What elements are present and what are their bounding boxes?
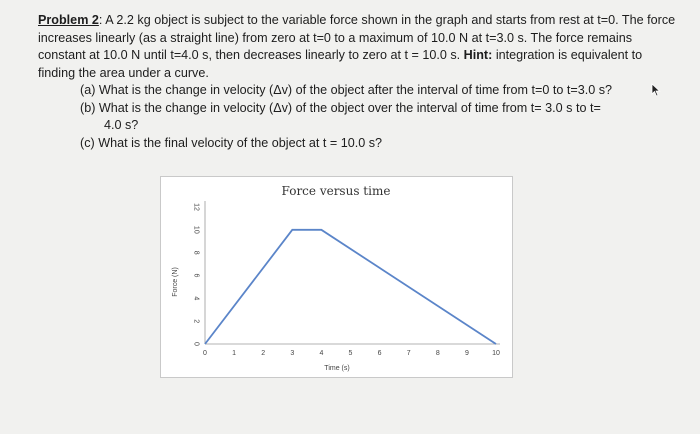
y-tick-labels bbox=[193, 203, 200, 346]
x-tick-label: 4 bbox=[319, 350, 324, 357]
part-b-text: What is the change in velocity (Δv) of the object over the interval of time from t= 3.0 s to t= bbox=[98, 100, 601, 115]
part-a-marker: (a) bbox=[80, 83, 96, 97]
x-tick-labels bbox=[203, 350, 500, 357]
y-tick-label: 0 bbox=[192, 342, 200, 346]
part-c-text: What is the final velocity of the object at t = 10.0 s? bbox=[98, 135, 383, 150]
hint-text: integration is equivalent to finding the area under a curve. bbox=[38, 48, 643, 80]
part-c-marker: (c) bbox=[80, 135, 95, 150]
x-tick-label: 0 bbox=[203, 350, 207, 357]
part-b-marker: (b) bbox=[80, 100, 96, 115]
y-tick-label: 10 bbox=[192, 225, 200, 234]
y-tick-label: 8 bbox=[192, 250, 200, 255]
hint-label: Hint: bbox=[463, 48, 493, 62]
problem-label: Problem 2 bbox=[38, 13, 99, 27]
part-a-text: What is the change in velocity (Δv) of the object after the interval of time from t=0 to t=3.0 s? bbox=[98, 83, 613, 97]
force-series-line bbox=[205, 230, 496, 344]
part-b-continuation: 4.0 s? bbox=[104, 118, 139, 132]
y-tick-label: 12 bbox=[192, 203, 200, 211]
x-tick-label: 1 bbox=[232, 350, 237, 357]
x-tick-label: 6 bbox=[377, 350, 382, 357]
x-tick-label: 2 bbox=[261, 350, 266, 357]
problem-intro-text: : A 2.2 kg object is subject to the variable force shown in the graph and starts from rest at t=0. The force increases linearly (as a straight line) from zero at t=0 to a maximum of 10.0 N at t=3.0 s. The force remains constant at 10.0 N until t=4.0 s, then decreases linearly to zero at t = 10.0 s. bbox=[38, 13, 676, 62]
chart-title: Force versus time bbox=[281, 184, 391, 198]
x-tick-label: 7 bbox=[406, 350, 411, 357]
chart-axes bbox=[205, 201, 500, 344]
x-tick-label: 8 bbox=[435, 350, 440, 357]
y-axis-label: Force (N) bbox=[172, 267, 179, 297]
x-tick-label: 9 bbox=[464, 350, 469, 357]
x-tick-label: 10 bbox=[492, 350, 500, 357]
question-part-c bbox=[80, 135, 678, 153]
problem-intro bbox=[38, 12, 678, 82]
force-time-chart bbox=[160, 176, 513, 378]
x-axis-label: Time (s) bbox=[324, 365, 350, 372]
question-parts bbox=[38, 82, 678, 152]
y-tick-label: 4 bbox=[192, 296, 200, 301]
question-part-b bbox=[80, 100, 678, 135]
question-part-a bbox=[80, 82, 678, 100]
y-tick-label: 2 bbox=[192, 319, 200, 324]
mouse-cursor-icon bbox=[651, 83, 661, 97]
y-tick-label: 6 bbox=[192, 273, 200, 278]
x-tick-label: 3 bbox=[290, 350, 295, 357]
problem-statement bbox=[38, 12, 678, 152]
x-tick-label: 5 bbox=[348, 350, 353, 357]
chart-svg bbox=[161, 177, 512, 377]
